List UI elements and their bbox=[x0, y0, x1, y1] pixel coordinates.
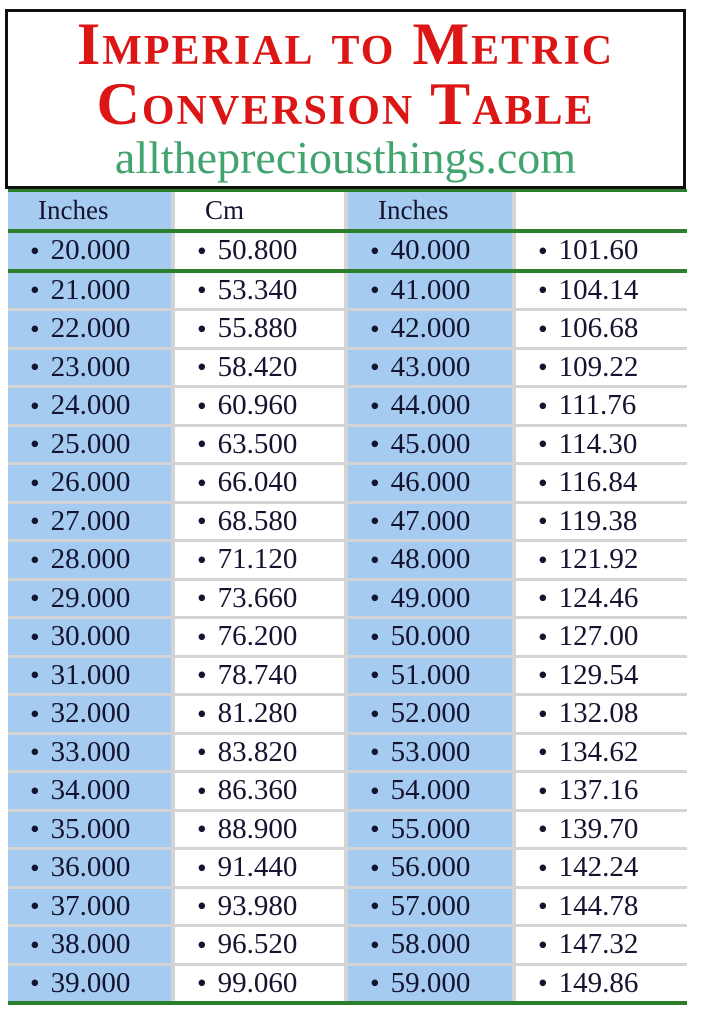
cell-inches bbox=[348, 427, 516, 463]
cell-cm bbox=[516, 388, 687, 424]
table-row bbox=[8, 542, 687, 578]
bullet-icon: • bbox=[370, 659, 380, 691]
bullet-icon: • bbox=[370, 428, 380, 460]
cell-cm bbox=[175, 927, 348, 963]
bullet-icon: • bbox=[30, 967, 40, 999]
table-row bbox=[8, 311, 687, 347]
cell-cm bbox=[516, 273, 687, 309]
bullet-icon: • bbox=[370, 351, 380, 383]
table-row bbox=[8, 735, 687, 771]
cell-value: 55.880 bbox=[217, 312, 298, 345]
cell-inches bbox=[348, 233, 516, 269]
cell-value: 20.000 bbox=[50, 234, 131, 267]
cell-value: 44.000 bbox=[390, 389, 471, 422]
cell-value: 101.60 bbox=[558, 234, 639, 267]
cell-cm bbox=[175, 850, 348, 886]
cell-value: 53.340 bbox=[217, 273, 298, 306]
website-url: allthepreciousthings.com bbox=[114, 132, 577, 183]
cell-value: 49.000 bbox=[390, 581, 471, 614]
cell-inches bbox=[348, 311, 516, 347]
bullet-icon: • bbox=[370, 389, 380, 421]
cell-value: 21.000 bbox=[50, 273, 131, 306]
cell-inches bbox=[8, 465, 175, 501]
cell-inches bbox=[8, 619, 175, 655]
cell-value: 59.000 bbox=[390, 966, 471, 999]
bullet-icon: • bbox=[370, 505, 380, 537]
cell-value: 50.000 bbox=[390, 620, 471, 653]
table-row bbox=[8, 427, 687, 463]
cell-cm bbox=[516, 927, 687, 963]
cell-value: 28.000 bbox=[50, 543, 131, 576]
bullet-icon: • bbox=[538, 774, 548, 806]
cell-value: 29.000 bbox=[50, 581, 131, 614]
cell-value: 37.000 bbox=[50, 889, 131, 922]
cell-inches bbox=[348, 350, 516, 386]
bullet-icon: • bbox=[197, 928, 207, 960]
bullet-icon: • bbox=[197, 234, 207, 266]
bullet-icon: • bbox=[538, 851, 548, 883]
cell-cm bbox=[175, 388, 348, 424]
bullet-icon: • bbox=[538, 813, 548, 845]
table-row bbox=[8, 850, 687, 886]
cell-cm bbox=[175, 581, 348, 617]
table-row bbox=[8, 696, 687, 732]
cell-cm bbox=[516, 581, 687, 617]
cell-value: 132.08 bbox=[558, 697, 639, 730]
cell-inches bbox=[348, 966, 516, 1002]
cell-cm bbox=[175, 273, 348, 309]
cell-value: 111.76 bbox=[558, 389, 637, 422]
bullet-icon: • bbox=[538, 659, 548, 691]
table-row bbox=[8, 273, 687, 309]
bullet-icon: • bbox=[538, 389, 548, 421]
cell-inches bbox=[8, 889, 175, 925]
cell-cm bbox=[516, 696, 687, 732]
bullet-icon: • bbox=[370, 774, 380, 806]
bullet-icon: • bbox=[30, 697, 40, 729]
cell-inches bbox=[348, 273, 516, 309]
bullet-icon: • bbox=[370, 234, 380, 266]
cell-value: 106.68 bbox=[558, 312, 639, 345]
cell-cm bbox=[175, 812, 348, 848]
cell-inches bbox=[348, 773, 516, 809]
bullet-icon: • bbox=[538, 928, 548, 960]
cell-value: 109.22 bbox=[558, 350, 639, 383]
bullet-icon: • bbox=[370, 928, 380, 960]
cell-cm bbox=[175, 889, 348, 925]
cell-value: 73.660 bbox=[217, 581, 298, 614]
bullet-icon: • bbox=[30, 620, 40, 652]
cell-inches bbox=[8, 696, 175, 732]
cell-inches bbox=[348, 696, 516, 732]
bullet-icon: • bbox=[197, 428, 207, 460]
bullet-icon: • bbox=[197, 466, 207, 498]
cell-value: 60.960 bbox=[217, 389, 298, 422]
cell-value: 81.280 bbox=[217, 697, 298, 730]
table-row bbox=[8, 966, 687, 1002]
header-cell-inches-2: Inches bbox=[348, 192, 516, 229]
cell-value: 36.000 bbox=[50, 851, 131, 884]
bullet-icon: • bbox=[197, 813, 207, 845]
table-body bbox=[8, 233, 687, 1001]
bullet-icon: • bbox=[538, 466, 548, 498]
bullet-icon: • bbox=[538, 697, 548, 729]
cell-cm bbox=[516, 504, 687, 540]
cell-value: 54.000 bbox=[390, 774, 471, 807]
cell-value: 48.000 bbox=[390, 543, 471, 576]
cell-value: 93.980 bbox=[217, 889, 298, 922]
cell-cm bbox=[516, 542, 687, 578]
header-cell-inches-1: Inches bbox=[8, 192, 175, 229]
cell-cm bbox=[516, 812, 687, 848]
bullet-icon: • bbox=[30, 466, 40, 498]
cell-cm bbox=[516, 966, 687, 1002]
cell-inches bbox=[348, 735, 516, 771]
cell-value: 33.000 bbox=[50, 735, 131, 768]
cell-value: 41.000 bbox=[390, 273, 471, 306]
cell-cm bbox=[175, 966, 348, 1002]
cell-value: 71.120 bbox=[217, 543, 298, 576]
cell-cm bbox=[516, 233, 687, 269]
cell-value: 32.000 bbox=[50, 697, 131, 730]
cell-value: 119.38 bbox=[558, 504, 638, 537]
bullet-icon: • bbox=[197, 851, 207, 883]
cell-value: 96.520 bbox=[217, 928, 298, 961]
cell-value: 42.000 bbox=[390, 312, 471, 345]
table-row bbox=[8, 889, 687, 925]
table-row bbox=[8, 658, 687, 694]
bullet-icon: • bbox=[197, 890, 207, 922]
cell-inches bbox=[348, 812, 516, 848]
bullet-icon: • bbox=[30, 505, 40, 537]
table-row bbox=[8, 504, 687, 540]
cell-value: 26.000 bbox=[50, 466, 131, 499]
cell-value: 83.820 bbox=[217, 735, 298, 768]
cell-value: 114.30 bbox=[558, 427, 638, 460]
bullet-icon: • bbox=[538, 505, 548, 537]
cell-cm bbox=[175, 735, 348, 771]
cell-value: 55.000 bbox=[390, 812, 471, 845]
bullet-icon: • bbox=[30, 813, 40, 845]
cell-inches bbox=[348, 850, 516, 886]
cell-value: 127.00 bbox=[558, 620, 639, 653]
cell-inches bbox=[8, 966, 175, 1002]
bullet-icon: • bbox=[538, 312, 548, 344]
conversion-table bbox=[8, 189, 687, 1005]
cell-value: 24.000 bbox=[50, 389, 131, 422]
cell-value: 66.040 bbox=[217, 466, 298, 499]
bullet-icon: • bbox=[197, 274, 207, 306]
cell-value: 147.32 bbox=[558, 928, 639, 961]
bullet-icon: • bbox=[197, 697, 207, 729]
table-row bbox=[8, 233, 687, 269]
cell-inches bbox=[348, 658, 516, 694]
cell-value: 27.000 bbox=[50, 504, 131, 537]
table-row bbox=[8, 350, 687, 386]
cell-inches bbox=[348, 619, 516, 655]
table-header-row bbox=[8, 192, 687, 229]
cell-cm bbox=[516, 773, 687, 809]
cell-inches bbox=[348, 504, 516, 540]
bullet-icon: • bbox=[370, 312, 380, 344]
bullet-icon: • bbox=[538, 351, 548, 383]
cell-value: 46.000 bbox=[390, 466, 471, 499]
table-row bbox=[8, 773, 687, 809]
bullet-icon: • bbox=[197, 312, 207, 344]
cell-value: 124.46 bbox=[558, 581, 639, 614]
cell-cm bbox=[175, 773, 348, 809]
bullet-icon: • bbox=[197, 736, 207, 768]
cell-value: 116.84 bbox=[558, 466, 638, 499]
cell-inches bbox=[8, 427, 175, 463]
cell-value: 134.62 bbox=[558, 735, 639, 768]
cell-value: 23.000 bbox=[50, 350, 131, 383]
cell-cm bbox=[516, 350, 687, 386]
cell-inches bbox=[348, 889, 516, 925]
bullet-icon: • bbox=[370, 543, 380, 575]
table-row bbox=[8, 927, 687, 963]
cell-cm bbox=[516, 619, 687, 655]
cell-inches bbox=[8, 581, 175, 617]
bullet-icon: • bbox=[197, 389, 207, 421]
cell-value: 78.740 bbox=[217, 658, 298, 691]
cell-value: 45.000 bbox=[390, 427, 471, 460]
cell-value: 99.060 bbox=[217, 966, 298, 999]
cell-inches bbox=[348, 927, 516, 963]
cell-value: 144.78 bbox=[558, 889, 639, 922]
bullet-icon: • bbox=[30, 928, 40, 960]
bullet-icon: • bbox=[538, 736, 548, 768]
table-row bbox=[8, 465, 687, 501]
bullet-icon: • bbox=[197, 582, 207, 614]
table-row bbox=[8, 812, 687, 848]
cell-cm bbox=[516, 427, 687, 463]
cell-value: 31.000 bbox=[50, 658, 131, 691]
cell-cm bbox=[516, 311, 687, 347]
cell-inches bbox=[8, 350, 175, 386]
cell-inches bbox=[8, 773, 175, 809]
bullet-icon: • bbox=[197, 543, 207, 575]
cell-cm bbox=[516, 658, 687, 694]
bullet-icon: • bbox=[197, 351, 207, 383]
cell-inches bbox=[348, 581, 516, 617]
cell-cm bbox=[516, 889, 687, 925]
table-row bbox=[8, 619, 687, 655]
bullet-icon: • bbox=[30, 582, 40, 614]
cell-value: 50.800 bbox=[217, 234, 298, 267]
bullet-icon: • bbox=[538, 890, 548, 922]
cell-cm bbox=[175, 696, 348, 732]
bullet-icon: • bbox=[538, 582, 548, 614]
cell-value: 149.86 bbox=[558, 966, 639, 999]
bullet-icon: • bbox=[538, 274, 548, 306]
cell-inches bbox=[8, 311, 175, 347]
cell-cm bbox=[175, 504, 348, 540]
cell-inches bbox=[8, 542, 175, 578]
cell-cm bbox=[175, 233, 348, 269]
bullet-icon: • bbox=[30, 234, 40, 266]
cell-value: 53.000 bbox=[390, 735, 471, 768]
cell-value: 56.000 bbox=[390, 851, 471, 884]
cell-inches bbox=[8, 273, 175, 309]
cell-value: 38.000 bbox=[50, 928, 131, 961]
header-cell-cm-2 bbox=[516, 192, 687, 229]
cell-cm bbox=[516, 850, 687, 886]
page-title-line2: Conversion Table bbox=[96, 71, 595, 137]
cell-inches bbox=[8, 504, 175, 540]
cell-cm bbox=[175, 619, 348, 655]
bullet-icon: • bbox=[370, 620, 380, 652]
bullet-icon: • bbox=[538, 543, 548, 575]
cell-value: 91.440 bbox=[217, 851, 298, 884]
cell-value: 121.92 bbox=[558, 543, 639, 576]
bullet-icon: • bbox=[197, 774, 207, 806]
cell-value: 58.000 bbox=[390, 928, 471, 961]
bullet-icon: • bbox=[197, 659, 207, 691]
bullet-icon: • bbox=[30, 736, 40, 768]
bullet-icon: • bbox=[30, 274, 40, 306]
cell-inches bbox=[8, 233, 175, 269]
cell-value: 47.000 bbox=[390, 504, 471, 537]
cell-inches bbox=[8, 927, 175, 963]
cell-inches bbox=[8, 658, 175, 694]
cell-value: 137.16 bbox=[558, 774, 639, 807]
cell-value: 39.000 bbox=[50, 966, 131, 999]
cell-inches bbox=[8, 735, 175, 771]
cell-value: 30.000 bbox=[50, 620, 131, 653]
table-row bbox=[8, 581, 687, 617]
bullet-icon: • bbox=[30, 851, 40, 883]
cell-cm bbox=[516, 465, 687, 501]
cell-value: 58.420 bbox=[217, 350, 298, 383]
bullet-icon: • bbox=[30, 428, 40, 460]
bullet-icon: • bbox=[30, 351, 40, 383]
bullet-icon: • bbox=[538, 620, 548, 652]
bullet-icon: • bbox=[370, 813, 380, 845]
cell-inches bbox=[8, 850, 175, 886]
cell-cm bbox=[175, 350, 348, 386]
bullet-icon: • bbox=[370, 967, 380, 999]
bullet-icon: • bbox=[30, 543, 40, 575]
cell-cm bbox=[175, 465, 348, 501]
cell-value: 129.54 bbox=[558, 658, 639, 691]
cell-value: 68.580 bbox=[217, 504, 298, 537]
bullet-icon: • bbox=[197, 505, 207, 537]
cell-value: 86.360 bbox=[217, 774, 298, 807]
cell-value: 63.500 bbox=[217, 427, 298, 460]
cell-value: 22.000 bbox=[50, 312, 131, 345]
header-cell-cm-1: Cm bbox=[175, 192, 348, 229]
cell-value: 88.900 bbox=[217, 812, 298, 845]
bullet-icon: • bbox=[30, 312, 40, 344]
bullet-icon: • bbox=[370, 736, 380, 768]
table-bottom-border bbox=[8, 1001, 687, 1005]
bullet-icon: • bbox=[370, 890, 380, 922]
bullet-icon: • bbox=[197, 620, 207, 652]
cell-value: 51.000 bbox=[390, 658, 471, 691]
page-title-line1: Imperial to Metric bbox=[76, 11, 615, 77]
cell-inches bbox=[8, 812, 175, 848]
bullet-icon: • bbox=[370, 466, 380, 498]
cell-value: 139.70 bbox=[558, 812, 639, 845]
bullet-icon: • bbox=[538, 234, 548, 266]
bullet-icon: • bbox=[370, 697, 380, 729]
bullet-icon: • bbox=[30, 389, 40, 421]
cell-value: 104.14 bbox=[558, 273, 639, 306]
bullet-icon: • bbox=[30, 774, 40, 806]
cell-cm bbox=[175, 427, 348, 463]
cell-inches bbox=[8, 388, 175, 424]
bullet-icon: • bbox=[30, 890, 40, 922]
cell-cm bbox=[175, 311, 348, 347]
cell-value: 52.000 bbox=[390, 697, 471, 730]
cell-value: 34.000 bbox=[50, 774, 131, 807]
cell-value: 40.000 bbox=[390, 234, 471, 267]
cell-cm bbox=[175, 658, 348, 694]
bullet-icon: • bbox=[370, 851, 380, 883]
header-box bbox=[5, 9, 686, 189]
cell-inches bbox=[348, 388, 516, 424]
bullet-icon: • bbox=[197, 967, 207, 999]
bullet-icon: • bbox=[538, 967, 548, 999]
cell-value: 76.200 bbox=[217, 620, 298, 653]
bullet-icon: • bbox=[538, 428, 548, 460]
cell-value: 142.24 bbox=[558, 851, 639, 884]
cell-value: 43.000 bbox=[390, 350, 471, 383]
cell-inches bbox=[348, 465, 516, 501]
bullet-icon: • bbox=[370, 582, 380, 614]
table-row bbox=[8, 388, 687, 424]
cell-value: 25.000 bbox=[50, 427, 131, 460]
cell-inches bbox=[348, 542, 516, 578]
cell-cm bbox=[175, 542, 348, 578]
bullet-icon: • bbox=[370, 274, 380, 306]
bullet-icon: • bbox=[30, 659, 40, 691]
cell-value: 35.000 bbox=[50, 812, 131, 845]
cell-cm bbox=[516, 735, 687, 771]
cell-value: 57.000 bbox=[390, 889, 471, 922]
